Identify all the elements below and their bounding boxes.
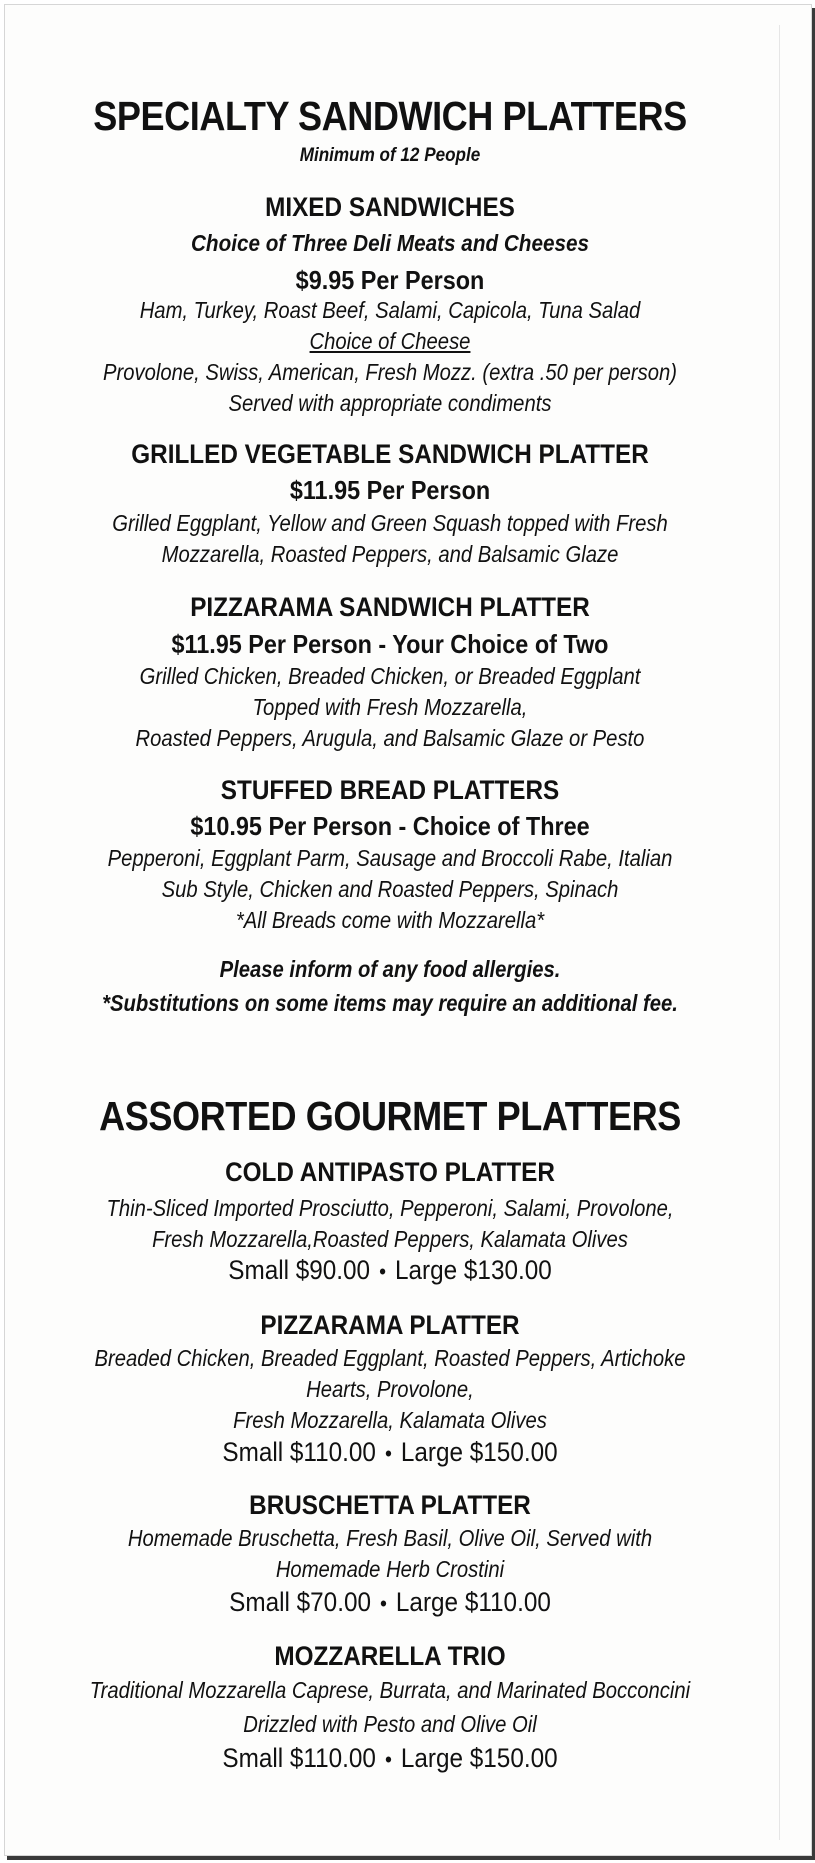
item-desc-pizzarama-2: Hearts, Provolone,	[306, 1376, 474, 1402]
item-desc-mixed-1: Ham, Turkey, Roast Beef, Salami, Capicola, Tuna Salad	[139, 297, 641, 323]
bullet-separator: •	[384, 1440, 392, 1466]
item-desc-pizzarama-sandwich-3: Roasted Peppers, Arugula, and Balsamic Glaze or Pesto	[135, 725, 645, 751]
page-fold-line	[779, 25, 790, 1840]
price-small: Small $90.00	[228, 1255, 371, 1285]
item-desc-grilled-2: Mozzarella, Roasted Peppers, and Balsamic Glaze	[161, 541, 619, 567]
item-title-antipasto: COLD ANTIPASTO PLATTER	[225, 1157, 555, 1187]
menu-page	[4, 4, 812, 1856]
item-desc-mixed-2: Provolone, Swiss, American, Fresh Mozz. (extra .50 per person)	[102, 359, 678, 385]
item-price-stuffed: $10.95 Per Person - Choice of Three	[190, 811, 590, 841]
bullet-separator: •	[384, 1746, 392, 1772]
item-title-stuffed: STUFFED BREAD PLATTERS	[220, 775, 560, 805]
item-desc-pizzarama-3: Fresh Mozzarella, Kalamata Olives	[233, 1407, 547, 1433]
item-desc-pizzarama-sandwich-2: Topped with Fresh Mozzarella,	[252, 694, 528, 720]
item-title-pizzarama-sandwich: PIZZARAMA SANDWICH PLATTER	[190, 592, 590, 622]
price-small: Small $70.00	[229, 1587, 371, 1617]
item-pricing-antipasto	[44, 1255, 737, 1286]
item-desc-bruschetta-2: Homemade Herb Crostini	[275, 1556, 505, 1582]
item-desc-bruschetta-1: Homemade Bruschetta, Fresh Basil, Olive Oil, Served with	[127, 1525, 653, 1551]
price-large: Large $150.00	[400, 1743, 558, 1773]
item-price-grilled: $11.95 Per Person	[289, 475, 491, 505]
item-desc-mixed-3: Served with appropriate condiments	[228, 390, 552, 416]
item-title-mozzarella: MOZZARELLA TRIO	[274, 1641, 506, 1671]
item-desc-antipasto-2: Fresh Mozzarella,Roasted Peppers, Kalamata Olives	[152, 1226, 628, 1252]
section-title-specialty: SPECIALTY SANDWICH PLATTERS	[93, 93, 687, 139]
price-large: Large $130.00	[395, 1255, 552, 1285]
item-desc-stuffed-1: Pepperoni, Eggplant Parm, Sausage and Broccoli Rabe, Italian	[107, 845, 673, 871]
substitution-note: *Substitutions on some items may require an additional fee.	[102, 990, 678, 1016]
item-desc-stuffed-2: Sub Style, Chicken and Roasted Peppers, Spinach	[161, 876, 619, 902]
item-pricing-bruschetta	[44, 1587, 737, 1618]
bullet-separator: •	[379, 1590, 387, 1616]
item-title-bruschetta: BRUSCHETTA PLATTER	[249, 1490, 531, 1520]
item-desc-antipasto-1: Thin-Sliced Imported Prosciutto, Pepperoni, Salami, Provolone,	[106, 1195, 674, 1221]
price-large: Large $110.00	[395, 1587, 551, 1617]
item-pricing-pizzarama	[44, 1437, 737, 1468]
item-desc-grilled-1: Grilled Eggplant, Yellow and Green Squash topped with Fresh	[112, 510, 668, 536]
item-desc-mozzarella-2: Drizzled with Pesto and Olive Oil	[243, 1711, 537, 1737]
item-price-mixed: $9.95 Per Person	[295, 265, 485, 295]
minimum-note: Minimum of 12 People	[299, 145, 481, 166]
item-title-pizzarama: PIZZARAMA PLATTER	[260, 1310, 520, 1340]
item-price-pizzarama-sandwich: $11.95 Per Person - Your Choice of Two	[171, 629, 609, 659]
item-pricing-mozzarella	[44, 1743, 737, 1774]
item-desc-mozzarella-1: Traditional Mozzarella Caprese, Burrata, and Marinated Bocconcini	[89, 1677, 691, 1703]
bullet-separator: •	[379, 1258, 387, 1284]
item-desc-pizzarama-1: Breaded Chicken, Breaded Eggplant, Roasted Peppers, Artichoke	[94, 1345, 686, 1371]
choice-of-cheese-label: Choice of Cheese	[309, 328, 471, 354]
item-title-grilled: GRILLED VEGETABLE SANDWICH PLATTER	[131, 439, 649, 469]
item-desc-pizzarama-sandwich-1: Grilled Chicken, Breaded Chicken, or Breaded Eggplant	[139, 663, 641, 689]
allergy-note: Please inform of any food allergies.	[219, 956, 561, 982]
price-small: Small $110.00	[222, 1743, 376, 1773]
item-subtitle-mixed: Choice of Three Deli Meats and Cheeses	[190, 230, 590, 256]
item-title-mixed: MIXED SANDWICHES	[265, 192, 515, 222]
price-large: Large $150.00	[400, 1437, 558, 1467]
price-small: Small $110.00	[222, 1437, 376, 1467]
section-title-gourmet: ASSORTED GOURMET PLATTERS	[99, 1093, 681, 1139]
item-desc-stuffed-3: *All Breads come with Mozzarella*	[235, 907, 545, 933]
